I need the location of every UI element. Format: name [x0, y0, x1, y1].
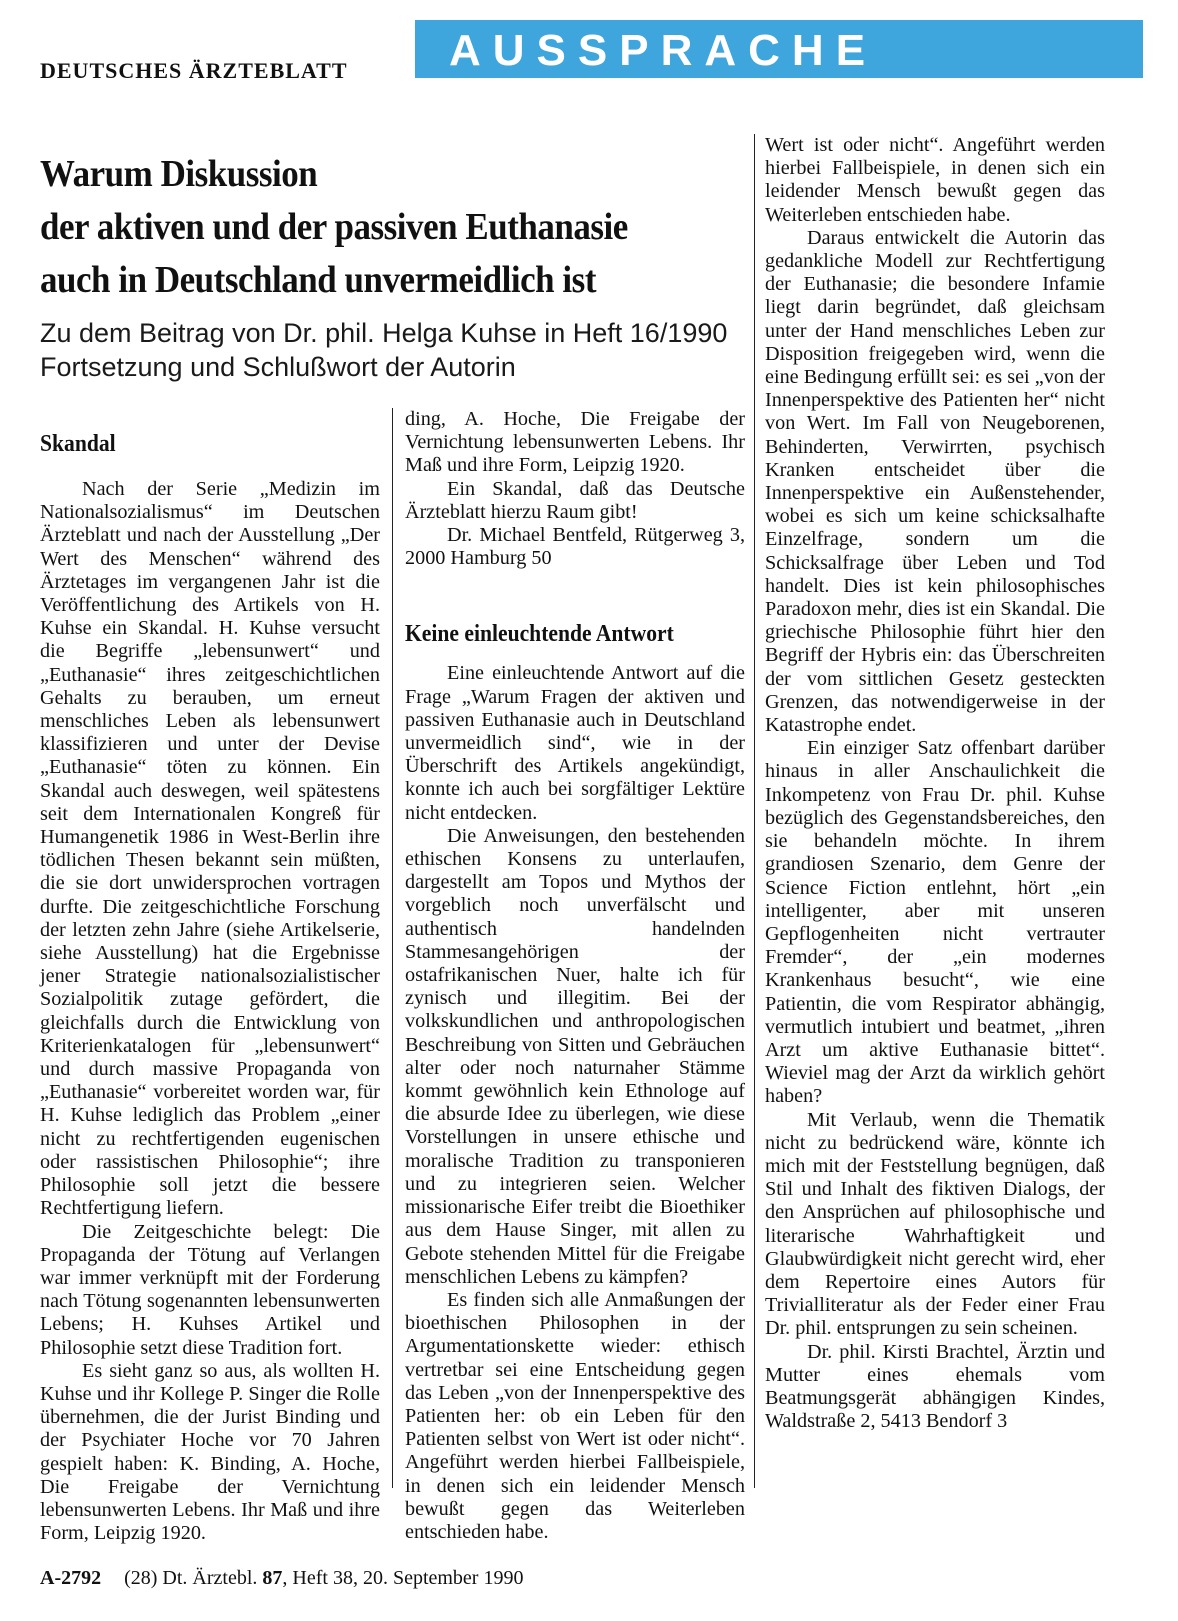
letter-2-paragraph: Eine einleuchtende Antwort auf die Frage „Warum Fragen der aktiven und passiven Euthanasie auch in Deutschland unvermeidlich sind“, wie in der Überschrift des Artikels angekündigt, konnte ich auch bei sorgfältiger Lektüre nicht entdecken.: [405, 662, 745, 824]
letter-1-heading: Skandal: [40, 431, 116, 457]
headline-line: Warum Diskussion: [40, 153, 318, 195]
citation-suffix: , Heft 38, 20. September 1990: [282, 1567, 524, 1589]
letter-1-paragraph: Nach der Serie „Medizin im Nationalsozialismus“ im Deutschen Ärzteblatt und nach der Ausstellung „Der Wert des Menschen“ während des Ärztetages im vergangenen Jahr ist die Veröffentlichung des Artikels von H. Kuhse ein Skandal. H. Kuhse versucht die Begriffe „lebensunwert“ und „Euthanasie“ ihres zeitgeschichtlichen Gehalts zu berauben, um erneut menschliches Leben als lebensunwert klassifizieren und unter der Devise „Euthanasie“ töten zu können. Ein Skandal auch deswegen, weil spätestens seit dem Internationalen Kongreß für Humangenetik 1986 in West-Berlin ihre tödlichen Thesen bekannt sein müßten, die sie dort unwidersprochen vortragen durfte. Die zeitgeschichtliche Forschung der letzten zehn Jahre (siehe Artikelserie, siehe Ausstellung) hat die Ergebnisse jener Strategie nationalsozialistischer Sozialpolitik zutage gefördert, die gleichfalls durch die Entwicklung von Kriterienkatalogen für „lebensunwert“ und durch massive Propaganda von „Euthanasie“ vorbereitet worden war, für H. Kuhse lediglich das Problem „einer nicht zu rechtfertigenden eugenischen oder rassistischen Philosophie“; ihre Philosophie soll jetzt die bessere Rechtfertigung liefern.: [40, 478, 380, 1220]
letter-2-paragraph: Ein einziger Satz offenbart darüber hinaus in aller Anschaulichkeit die Inkompetenz von Frau Dr. phil. Kuhse bezüglich des Gegenstandsbereiches, den sie behandeln möchte. In ihrem grandiosen Szenario, dem Genre der Science Fiction entlehnt, hört „ein intelligenter, aber mit unseren Gepflogenheiten nicht vertrauter Fremder“, der „ein modernes Krankenhaus besucht“, wie eine Patientin, die vom Respirator abhängig, vermutlich intubiert und beatmet, „ihren Arzt um aktive Euthanasie bittet“. Wieviel mag der Arzt da wirklich gehört haben?: [765, 737, 1105, 1108]
headline-line: der aktiven und der passiven Euthanasie: [40, 206, 628, 248]
journal-name: DEUTSCHES ÄRZTEBLATT: [40, 58, 348, 83]
subheadline-line: Zu dem Beitrag von Dr. phil. Helga Kuhse in Heft 16/1990: [40, 318, 728, 348]
letter-1-paragraph-continued: Es sieht ganz so aus, als wollten H. Kuhse und ihr Kollege P. Singer die Rolle übernehmen, die der Jurist Binding und der Psychiater Hoche vor 70 Jahren gespielt haben: K. Binding, A. Hoche, Die Freigabe der Vernichtung lebensunwerten Lebens. Ihr Maß und ihre Form, Leipzig 1920.: [40, 1359, 380, 1545]
letter-2-paragraph-continued: Es finden sich alle Anmaßungen der bioethischen Philosophen in der Argumentationskette wieder: ethisch vertretbar sei eine Entscheidung gegen das Leben „von der Innenperspektive des Patienten her: ob ein Leben für den Patienten selbst von Wert ist oder nicht“. Angeführt werden hierbei Fallbeispiele, in denen sich ein leidender Mensch bewußt gegen das Weiterleben entschieden habe.: [405, 1288, 745, 1543]
column-divider: [754, 134, 755, 1488]
text-column-2: [405, 408, 745, 1543]
section-title: AUSSPRACHE: [449, 26, 878, 75]
section-banner: [415, 20, 1143, 78]
text-column-1: [40, 430, 380, 1545]
letter-1-paragraph: Die Zeitgeschichte belegt: Die Propaganda der Tötung auf Verlangen war immer verknüpft mit der Forderung nach Tötung sogenannten lebensunwerten Lebens; H. Kuhses Artikel und Philosophie setzt diese Tradition fort.: [40, 1220, 380, 1359]
letter-2-paragraph-tail: Wert ist oder nicht“. Angeführt werden hierbei Fallbeispiele, in denen sich ein leidender Mensch bewußt gegen das Weiterleben entschieden habe.: [765, 134, 1105, 226]
letter-2-paragraph: Die Anweisungen, den bestehenden ethischen Konsens zu unterlaufen, dargestellt am Topos und Mythos der vorgeblich noch unverfälscht und authentisch handelnden Stammesangehörigen der ostafrikanischen Nuer, halte ich für zynisch und illegitim. Bei der volkskundlichen und anthropologischen Beschreibung von Sitten und Gebräuchen alter oder noch naturnaher Stämme kommt gewöhnlich kein Ethnologe auf die absurde Idee zu überlegen, wie diese Vorstellungen in unsere ethische und moralische Tradition zu transponieren und zu integrieren seien. Welcher missionarische Eifer treibt die Bioethiker aus dem Hause Singer, mit allen zu Gebote stehenden Mittel für die Freigabe menschlichen Lebens zu kämpfen?: [405, 824, 745, 1288]
citation-prefix: (28) Dt. Ärztebl.: [124, 1567, 258, 1589]
letter-1-paragraph-tail: ding, A. Hoche, Die Freigabe der Vernichtung lebensunwerten Lebens. Ihr Maß und ihre Form, Leipzig 1920.: [405, 408, 745, 477]
letter-2-signature: Dr. phil. Kirsti Brachtel, Ärztin und Mutter eines ehemals vom Beatmungsgerät abhängigen Kindes, Waldstraße 2, 5413 Bendorf 3: [765, 1340, 1105, 1433]
letter-1-signature: Dr. Michael Bentfeld, Rütgerweg 3, 2000 Hamburg 50: [405, 524, 745, 570]
letter-1-paragraph: Ein Skandal, daß das Deutsche Ärzteblatt hierzu Raum gibt!: [405, 477, 745, 523]
letter-2-paragraph: Mit Verlaub, wenn die Thematik nicht zu bedrückend wäre, könnte ich mich mit der Feststellung begnügen, daß Stil und Inhalt des fiktiven Dialogs, der den Ansprüchen auf philosophische und literarische Wahrhaftigkeit und Glaubwürdigkeit nicht gerecht wird, eher dem Repertoire eines Autors für Trivialliteratur als der Feder einer Frau Dr. phil. entsprungen zu sein scheinen.: [765, 1108, 1105, 1340]
page-footer: [40, 1567, 523, 1590]
page-code: A-2792: [40, 1567, 102, 1589]
headline-line: auch in Deutschland unvermeidlich ist: [40, 259, 597, 301]
article-headline: [40, 148, 712, 307]
text-column-3: [765, 134, 1105, 1433]
article-subheadline: [40, 316, 800, 384]
column-divider: [392, 408, 393, 1488]
letter-2-paragraph: Daraus entwickelt die Autorin das gedankliche Modell zur Rechtfertigung der Euthanasie; die besondere Infamie liegt darin begründet, daß gleichsam unter der Hand menschliches Leben zur Disposition freigegeben wird, wenn die eine Bedingung erfüllt sei: es sei „von der Innenperspektive des Patienten her“ nicht von Wert. Im Fall von Neugeborenen, Behinderten, Verwirrten, psychisch Kranken entscheidet über die Innenperspektive ein Außenstehender, wobei es sich um keine schicksalhafte Einzelfrage, sondern um die Schicksalfrage über Leben und Tod handelt. Dies ist kein philosophisches Paradoxon mehr, dies ist ein Skandal. Die griechische Philosophie führt hier den Begriff der Hybris ein: das Überschreiten der vom sittlichen Gesetz gesteckten Grenzen, das notwendigerweise in der Katastrophe endet.: [765, 226, 1105, 737]
letter-2-heading: Keine einleuchtende Antwort: [405, 621, 674, 648]
citation-volume: 87: [262, 1567, 283, 1589]
subheadline-line: Fortsetzung und Schlußwort der Autorin: [40, 352, 516, 382]
